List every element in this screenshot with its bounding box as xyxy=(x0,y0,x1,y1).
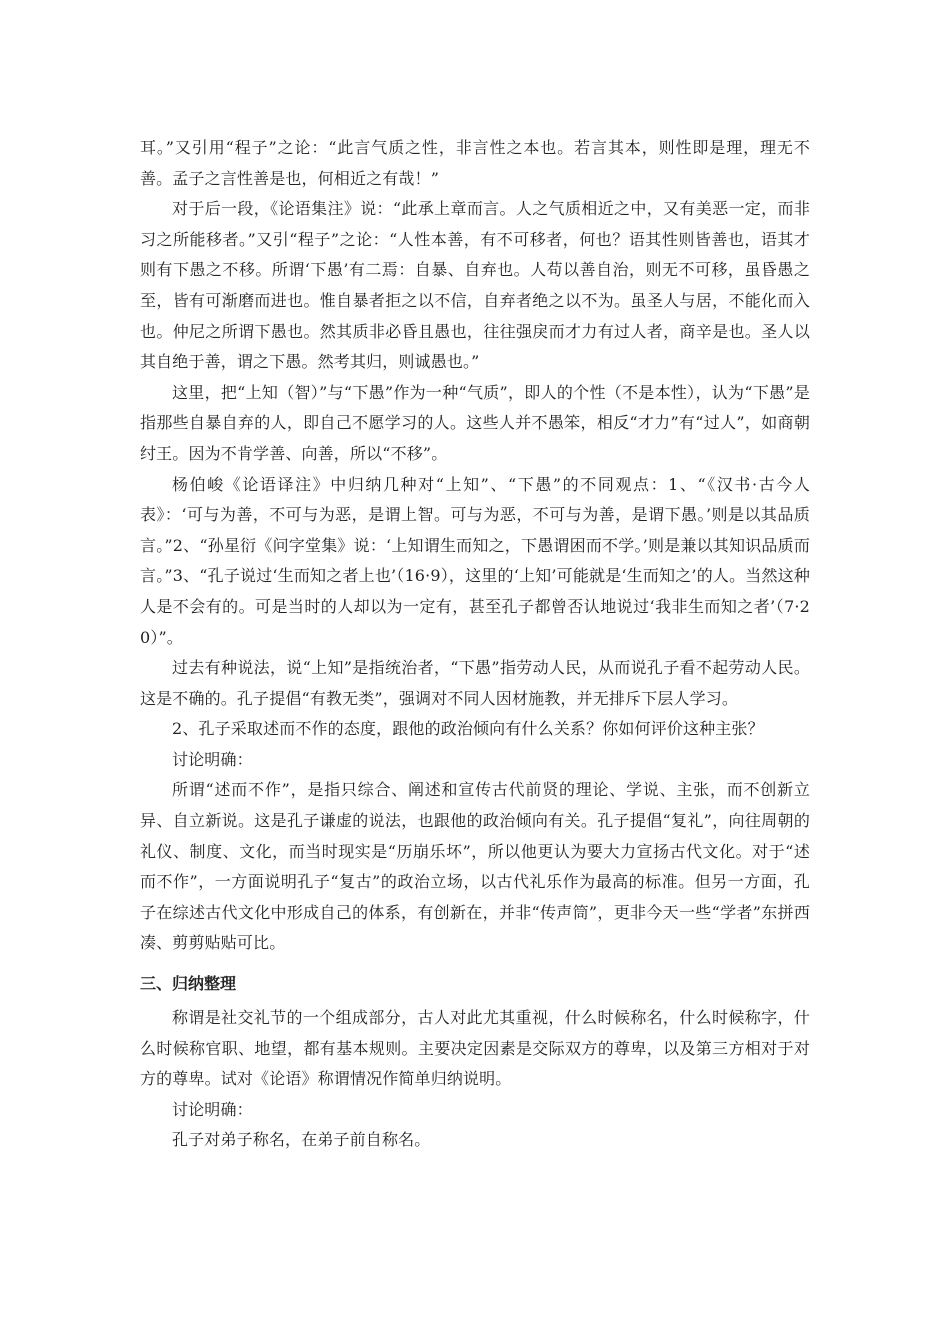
paragraph-continuation: 耳。”又引用“程子”之论：“此言气质之性，非言性之本也。若言其本，则性即是理，理无不善。孟子之言性善是也，何相近之有哉！” xyxy=(140,138,810,188)
discussion-label-2: 讨论明确： xyxy=(172,1099,253,1119)
paragraph-yang-bojun: 杨伯峻《论语译注》中归纳几种对“上知”、“下愚”的不同观点：1、“《汉书·古今人表》：‘可与为善，不可与为恶，是谓上智。可与为恶，不可与为善，是谓下愚。’则是以其品质言。”2、“孙星衍《问字堂集》说：‘上知谓生而知之，下愚谓困而不学。’则是兼以其知识品质而言。”3、“孔子说过‘生而知之者上也’（16·9），这里的‘上知’可能就是‘生而知之’的人。当然这种人是不会有的。可是当时的人却以为一定有，甚至孔子都曾否认地说过‘我非生而知之者’（7·20）”。 xyxy=(140,474,810,647)
section-heading: 三、归纳整理 xyxy=(140,974,237,994)
paragraph-shangzhi-xiayu: 这里，把“上知（智）”与“下愚”作为一种“气质”，即人的个性（不是本性），认为“下愚”是指那些自暴自弃的人，即自己不愿学习的人。这些人并不愚笨，相反“才力”有“过人”，如商朝纣王。因为不肯学善、向善，所以“不移”。 xyxy=(140,382,810,463)
paragraph-shu-er-bu-zuo: 所谓“述而不作”，是指只综合、阐述和宣传古代前贤的理论、学说、主张，而不创新立异、自立新说。这是孔子谦虚的说法，也跟他的政治倾向有关。孔子提倡“复礼”，向往周朝的礼仪、制度、文化，而当时现实是“历崩乐坏”，所以他更认为要大力宣扬古代文化。对于“述而不作”，一方面说明孔子“复古”的政治立场，以古代礼乐作为最高的标准。但另一方面，孔子在综述古代文化中形成自己的体系，有创新在，并非“传声筒”，更非今天一些“学者”东拼西凑、剪剪贴贴可比。 xyxy=(140,780,810,953)
question-2: 2、孔子采取述而不作的态度，跟他的政治倾向有什么关系？你如何评价这种主张？ xyxy=(172,719,764,739)
paragraph-kongzi-chengming: 孔子对弟子称名，在弟子前自称名。 xyxy=(172,1130,431,1150)
paragraph-chengwei: 称谓是社交礼节的一个组成部分，古人对此尤其重视，什么时候称名，什么时候称字，什么时候称官职、地望，都有基本规则。主要决定因素是交际双方的尊卑，以及第三方相对于对方的尊卑。试对《论语》称谓情况作简单归纳说明。 xyxy=(140,1008,810,1089)
paragraph-lunyu-jizhu: 对于后一段，《论语集注》说：“此承上章而言。人之气质相近之中，又有美恶一定，而非习之所能移者。”又引“程子”之论：“人性本善，有不可移者，何也？语其性则皆善也，语其才则有下愚之不移。所谓‘下愚’有二焉：自暴、自弃也。人苟以善自治，则无不可移，虽昏愚之至，皆有可渐磨而进也。惟自暴者拒之以不信，自弃者绝之以不为。虽圣人与居，不能化而入也。仲尼之所谓下愚也。然其质非必昏且愚也，往往强戾而才力有过人者，商辛是也。圣人以其自绝于善，谓之下愚。然考其归，则诚愚也。” xyxy=(140,199,810,372)
paragraph-past-view: 过去有种说法，说“上知”是指统治者，“下愚”指劳动人民，从而说孔子看不起劳动人民。这是不确的。孔子提倡“有教无类”，强调对不同人因材施教，并无排斥下层人学习。 xyxy=(140,658,810,708)
discussion-label: 讨论明确： xyxy=(172,749,253,769)
